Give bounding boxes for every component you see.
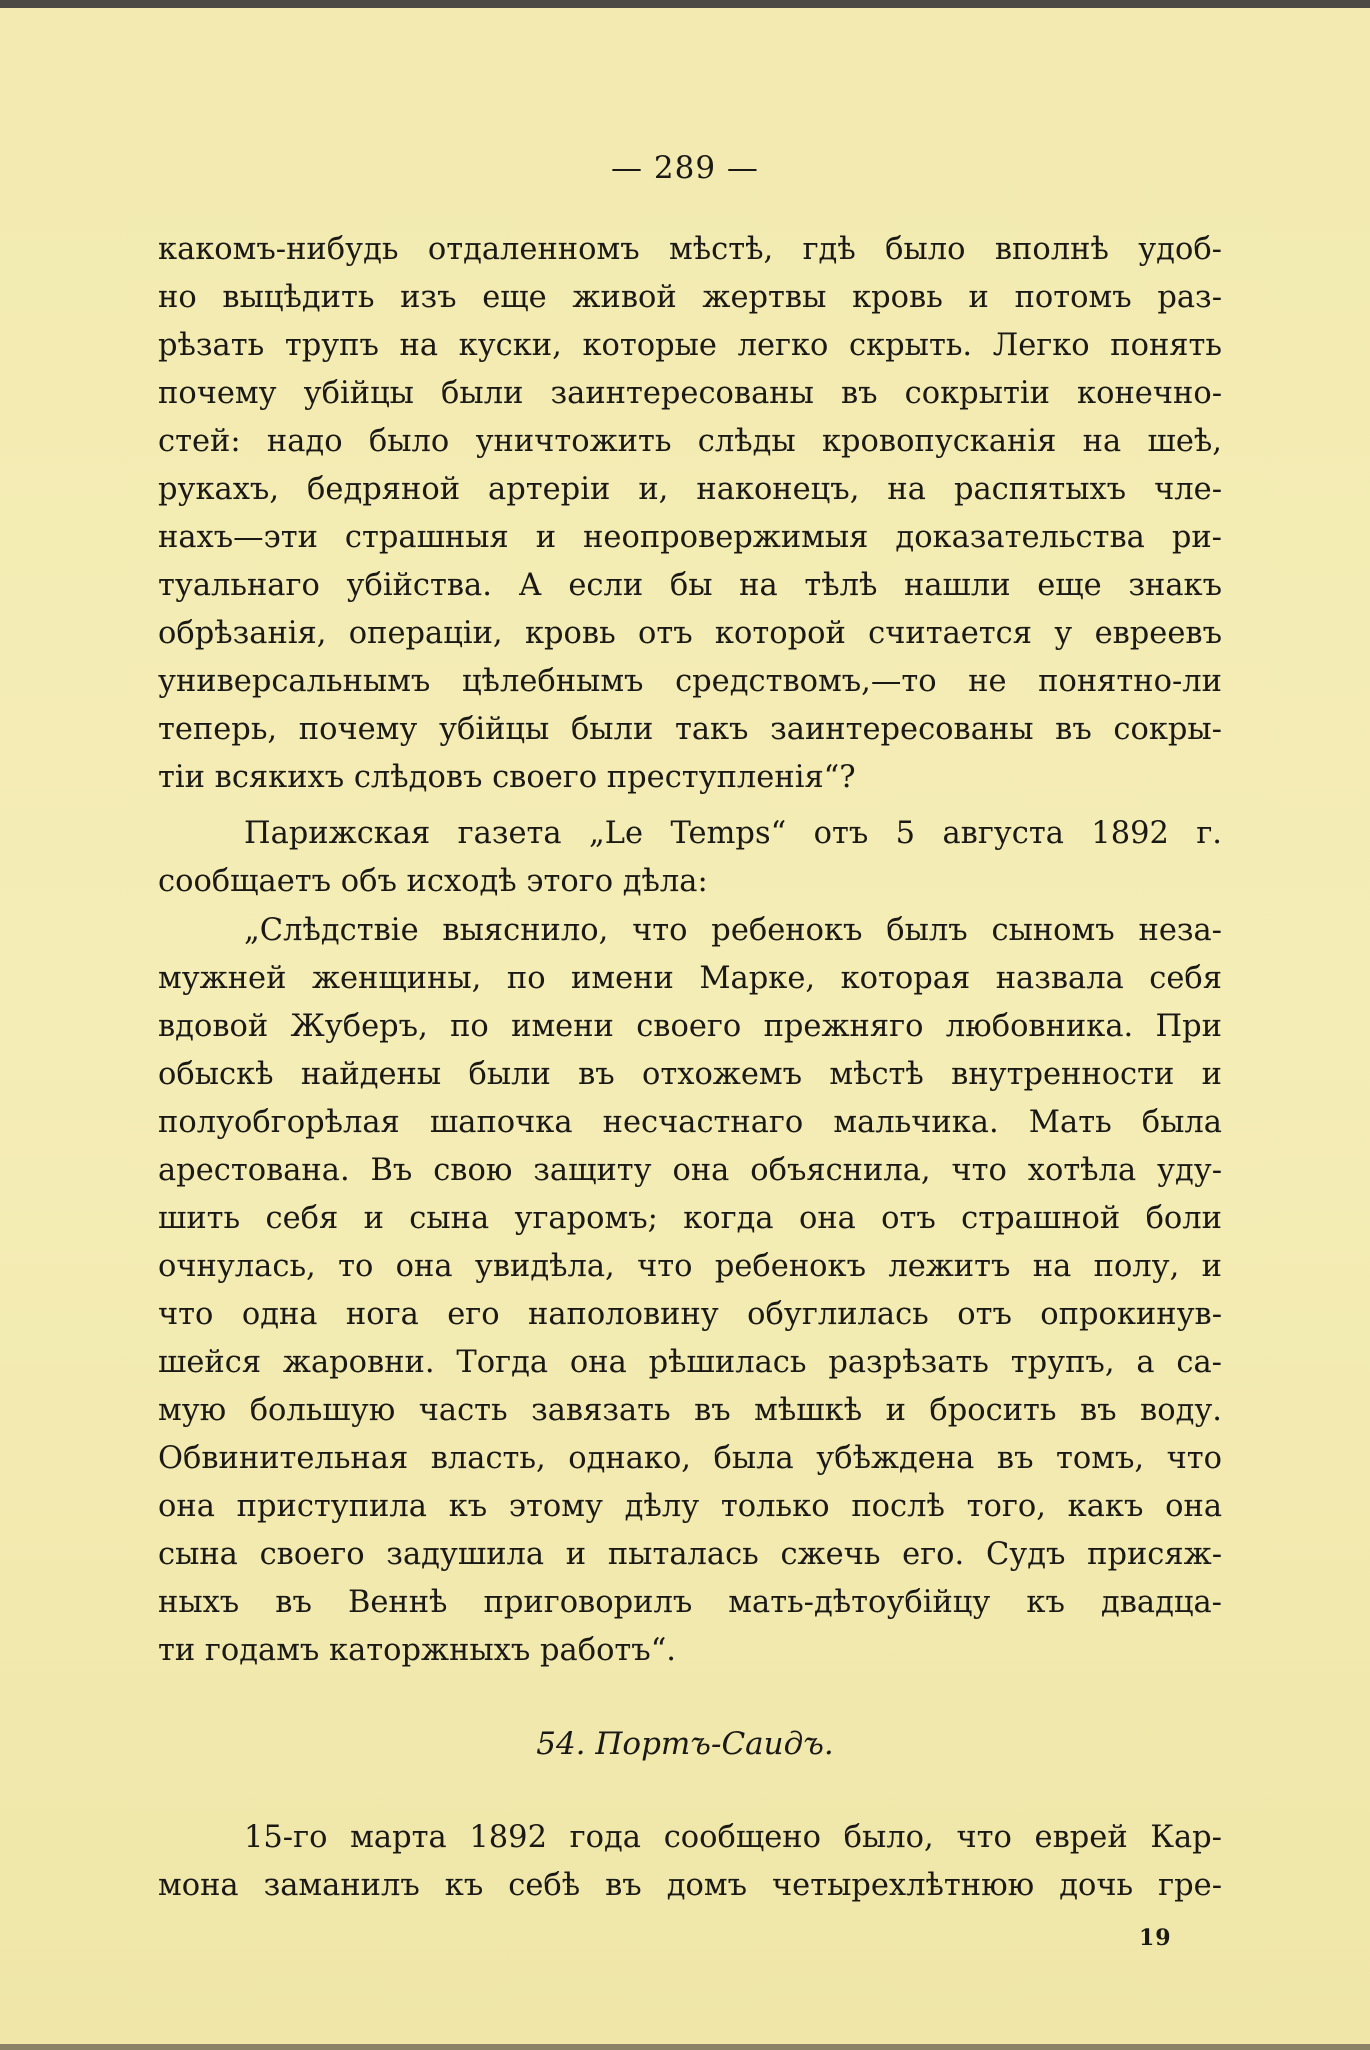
text-line: стей: надо было уничтожить слѣды кровопусканія на шеѣ,: [158, 424, 1222, 459]
text-line: обыскѣ найдены были въ отхожемъ мѣстѣ внутренности и: [158, 1057, 1222, 1092]
text-line: шить себя и сына угаромъ; когда она отъ страшной боли: [158, 1201, 1222, 1236]
text-line: сообщаетъ объ исходѣ этого дѣла:: [158, 864, 708, 899]
text-line: полуобгорѣлая шапочка несчастнаго мальчика. Мать была: [158, 1105, 1222, 1140]
text-line: сына своего задушила и пыталась сжечь его. Судъ присяж-: [158, 1537, 1222, 1572]
text-line: „Слѣдствіе выяснило, что ребенокъ былъ сыномъ неза-: [244, 913, 1222, 948]
text-line: шейся жаровни. Тогда она рѣшилась разрѣзать трупъ, а са-: [158, 1345, 1222, 1380]
text-line: мую большую часть завязать въ мѣшкѣ и бросить въ воду.: [158, 1393, 1222, 1428]
section-heading: 54. Портъ-Саидъ.: [536, 1726, 834, 1762]
text-line: рукахъ, бедряной артеріи и, наконецъ, на распятыхъ чле-: [158, 472, 1222, 507]
page-number: — 289 —: [611, 150, 759, 186]
text-line: какомъ-нибудь отдаленномъ мѣстѣ, гдѣ было вполнѣ удоб-: [158, 232, 1222, 267]
paragraph-port-said: [158, 1814, 1222, 1910]
text-line: но выцѣдить изъ еще живой жертвы кровь и потомъ раз-: [158, 280, 1222, 315]
text-line: нахъ—эти страшныя и неопровержимыя доказательства ри-: [158, 520, 1222, 555]
text-line: почему убійцы были заинтересованы въ сокрытіи конечно-: [158, 376, 1222, 411]
text-line: очнулась, то она увидѣла, что ребенокъ лежитъ на полу, и: [158, 1249, 1222, 1284]
text-line: обрѣзанія, операціи, кровь отъ которой считается у евреевъ: [158, 616, 1222, 651]
text-line: вдовой Жуберъ, по имени своего прежняго любовника. При: [158, 1009, 1222, 1044]
text-line: Обвинительная власть, однако, была убѣждена въ томъ, что: [158, 1441, 1222, 1476]
paragraph-le-temps: [158, 810, 1222, 906]
paragraph-quotation: [158, 907, 1222, 1675]
text-line: она приступила къ этому дѣлу только послѣ того, какъ она: [158, 1489, 1222, 1524]
text-line: арестована. Въ свою защиту она объяснила, что хотѣла уду-: [158, 1153, 1222, 1188]
page-top-edge: [0, 0, 1370, 8]
text-line: теперь, почему убійцы были такъ заинтересованы въ сокры-: [158, 712, 1222, 747]
text-line: ти годамъ каторжныхъ работъ“.: [158, 1633, 676, 1668]
signature-mark: 19: [1139, 1925, 1172, 1951]
text-line: что одна нога его наполовину обуглилась отъ опрокинув-: [158, 1297, 1222, 1332]
text-line: тіи всякихъ слѣдовъ своего преступленія“?: [158, 760, 856, 795]
text-line: универсальнымъ цѣлебнымъ средствомъ,—то не понятно-ли: [158, 664, 1222, 699]
text-line: ныхъ въ Веннѣ приговорилъ мать-дѣтоубійцу къ двадца-: [158, 1585, 1222, 1620]
paragraph-ritual-murder: [158, 226, 1222, 802]
text-line: рѣзать трупъ на куски, которые легко скрыть. Легко понять: [158, 328, 1222, 363]
page-bottom-edge: [0, 2044, 1370, 2050]
text-line: мужней женщины, по имени Марке, которая назвала себя: [158, 961, 1222, 996]
text-line: Парижская газета „Le Temps“ отъ 5 августа 1892 г.: [244, 816, 1222, 851]
text-line: туальнаго убійства. А если бы на тѣлѣ нашли еще знакъ: [158, 568, 1222, 603]
text-line: 15-го марта 1892 года сообщено было, что еврей Кар-: [244, 1820, 1222, 1855]
text-line: мона заманилъ къ себѣ въ домъ четырехлѣтнюю дочь гре-: [158, 1868, 1222, 1903]
